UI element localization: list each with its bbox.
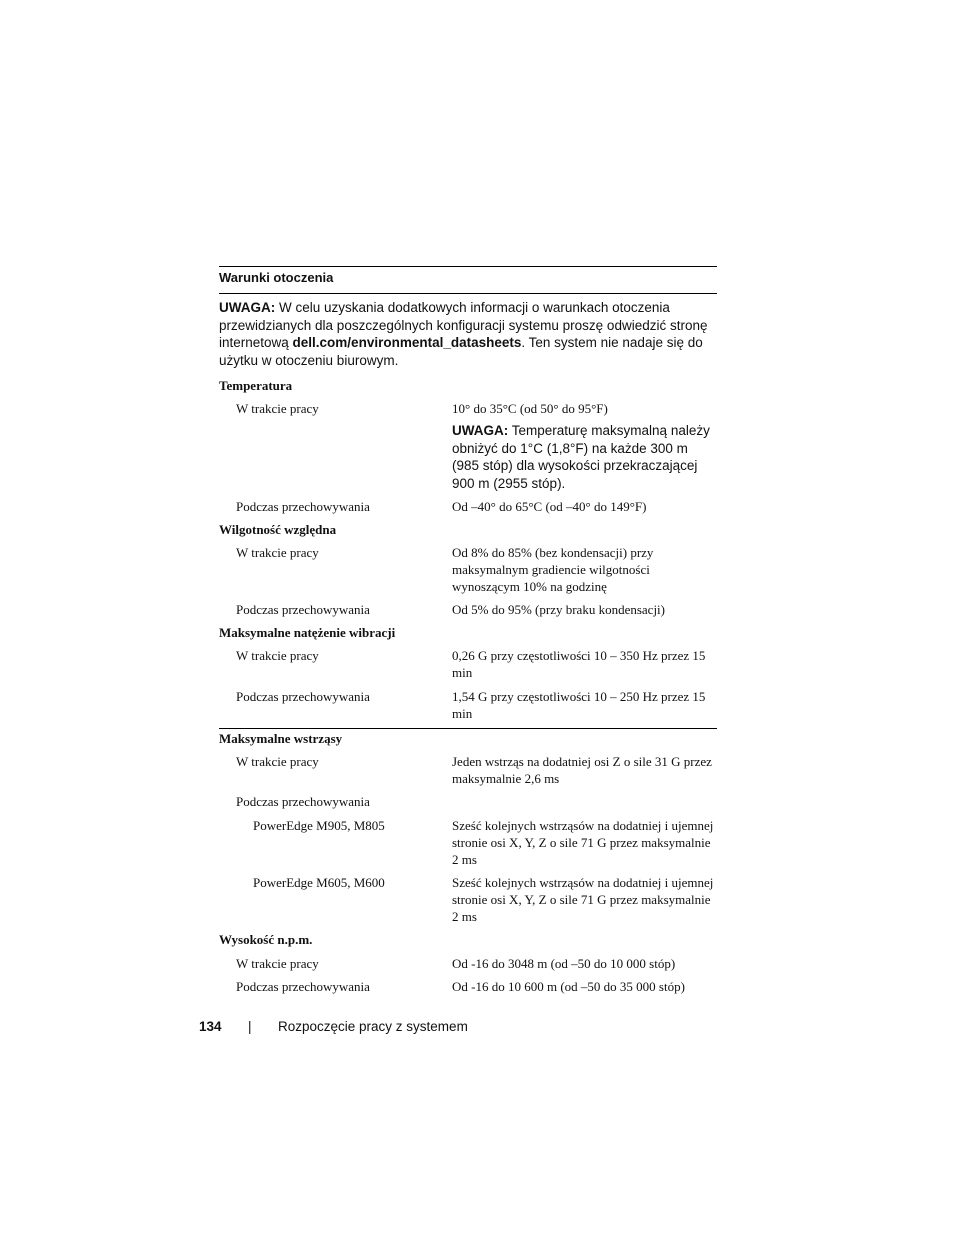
mid-table-rule <box>219 728 717 729</box>
footer-separator: | <box>248 1019 252 1034</box>
row-value: Od –40° do 65°C (od –40° do 149°F) <box>452 499 647 514</box>
row-value: 1,54 G przy częstotliwości 10 – 250 Hz przez 15 min <box>452 689 706 721</box>
section-vibration: Maksymalne natężenie wibracji <box>219 625 396 640</box>
row-label: W trakcie pracy <box>236 956 319 971</box>
row-value <box>452 400 717 492</box>
temperature-operating-row <box>219 400 717 492</box>
row-label: Podczas przechowywania <box>236 499 370 514</box>
page-footer <box>199 1018 468 1036</box>
row-value: Od 5% do 95% (przy braku kondensacji) <box>452 602 665 617</box>
section-humidity: Wilgotność względna <box>219 522 337 537</box>
humidity-storage-row <box>219 601 717 618</box>
row-label: Podczas przechowywania <box>236 602 370 617</box>
row-value: Sześć kolejnych wstrząsów na dodatniej i ujemnej stronie osi X, Y, Z o sile 71 G przez maksymalnie 2 ms <box>452 818 714 867</box>
row-label: PowerEdge M605, M600 <box>253 875 385 890</box>
shock-storage-row <box>219 793 717 810</box>
section-altitude: Wysokość n.p.m. <box>219 932 313 947</box>
row-label: Podczas przechowywania <box>236 979 370 994</box>
row-value: Od 8% do 85% (bez kondensacji) przy maksymalnym gradiencie wilgotności wynoszącym 10% na godzinę <box>452 545 654 594</box>
temperature-storage-row <box>219 498 717 515</box>
temperature-note-label: UWAGA: <box>452 423 509 438</box>
row-label: Podczas przechowywania <box>236 794 370 809</box>
row-label: W trakcie pracy <box>236 545 319 560</box>
row-label: W trakcie pracy <box>236 754 319 769</box>
section-temperature: Temperatura <box>219 378 293 393</box>
page-number: 134 <box>199 1019 222 1034</box>
row-value <box>452 793 717 810</box>
temperature-operating-value: 10° do 35°C (od 50° do 95°F) <box>452 401 608 416</box>
humidity-operating-row <box>219 544 717 595</box>
vibration-storage-row <box>219 688 717 722</box>
altitude-operating-row <box>219 955 717 972</box>
row-value: Od -16 do 10 600 m (od –50 do 35 000 stóp) <box>452 979 685 994</box>
environment-spec-table <box>219 266 717 995</box>
row-label: Podczas przechowywania <box>236 689 370 704</box>
row-label: W trakcie pracy <box>236 648 319 663</box>
shock-m605-row <box>219 874 717 925</box>
intro-note <box>219 294 717 369</box>
section-shock: Maksymalne wstrząsy <box>219 731 343 746</box>
shock-operating-row <box>219 753 717 787</box>
shock-m905-row <box>219 817 717 868</box>
datasheet-link[interactable]: dell.com/environmental_datasheets <box>292 335 522 350</box>
note-text-before: W celu uzyskania dodatkowych informacji o warunkach otoczenia przewidzianych dla poszczególnych konfiguracji systemu proszę odwiedzić stronę internetową <box>219 300 708 350</box>
temperature-note <box>452 422 717 492</box>
altitude-storage-row <box>219 978 717 995</box>
row-value: 0,26 G przy częstotliwości 10 – 350 Hz przez 15 min <box>452 648 706 680</box>
note-label: UWAGA: <box>219 300 276 315</box>
row-label: W trakcie pracy <box>236 401 319 416</box>
row-value: Sześć kolejnych wstrząsów na dodatniej i ujemnej stronie osi X, Y, Z o sile 71 G przez maksymalnie 2 ms <box>452 875 714 924</box>
note-text-after: . Ten system nie nadaje się do użytku w otoczeniu biurowym. <box>219 335 703 368</box>
vibration-operating-row <box>219 647 717 681</box>
row-value: Jeden wstrząs na dodatniej osi Z o sile 31 G przez maksymalnie 2,6 ms <box>452 754 712 786</box>
row-label: PowerEdge M905, M805 <box>253 818 385 833</box>
table-title: Warunki otoczenia <box>219 270 334 285</box>
chapter-title: Rozpoczęcie pracy z systemem <box>278 1019 468 1034</box>
temperature-note-text: Temperaturę maksymalną należy obniżyć do 1°C (1,8°F) na każde 300 m (985 stóp) dla wysokości przekraczającej 900 m (2955 stóp). <box>452 423 710 491</box>
row-value: Od -16 do 3048 m (od –50 do 10 000 stóp) <box>452 956 676 971</box>
